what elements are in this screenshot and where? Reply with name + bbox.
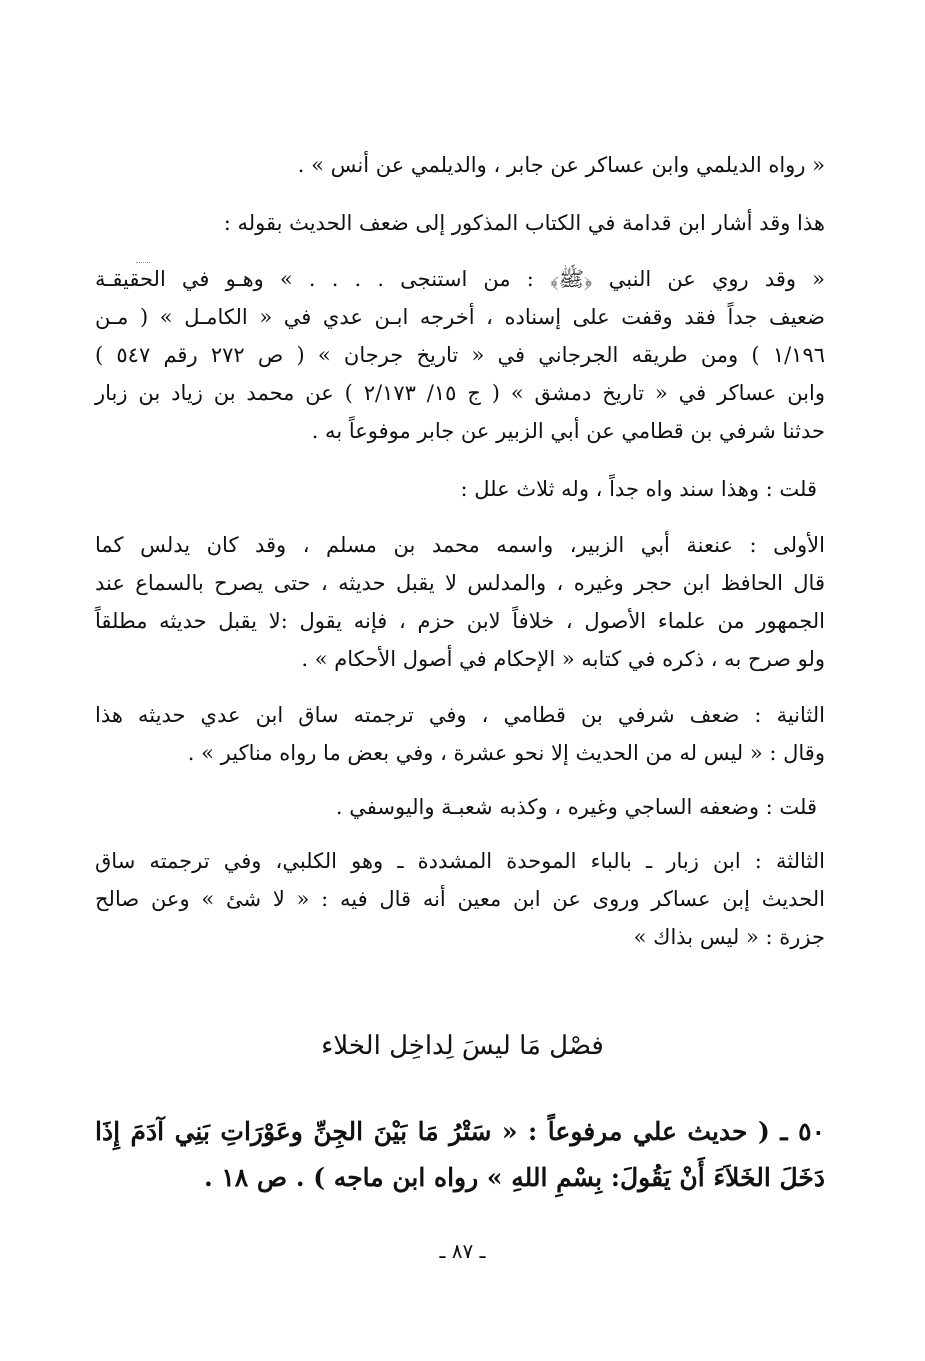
page-number: ـ ٨٧ ـ (439, 1239, 486, 1263)
text-line: قال الحافظ ابن حجر وغيره ، والمدلس لا يقبل حديثه ، حتى يصرح بالسماع عند (95, 571, 825, 595)
text-line: ضعيف جداً فقد وقفت على إسناده ، أخرجه ابـن عدي في « الكامـل » ( مـن (95, 305, 825, 329)
text-line: الثانية : ضعف شرفي بن قطامي ، وفي ترجمته ساق ابن عدي حديثه هذا (95, 703, 825, 727)
text-line: ١/١٩٦ ) ومن طريقه الجرجاني في « تاريخ جرجان » ( ص ٢٧٢ رقم ٥٤٧ ) (95, 343, 826, 367)
text-line: وقال : « ليس له من الحديث إلا نحو عشرة ، وفي بعض ما رواه مناكير » . (187, 741, 825, 765)
text-line: ولو صرح به ، ذكره في كتابه « الإحكام في أصول الأحكام » . (301, 647, 825, 671)
text-line: « رواه الديلمي وابن عساكر عن جابر ، والديلمي عن أنس » . (297, 153, 825, 177)
hadith-line: دَخَلَ الخَلاَءَ أَنْ يَقُولَ: بِسْمِ اللهِ » رواه ابن ماجه ) . ص ١٨ . (203, 1163, 825, 1192)
text-line: حدثنا شرفي بن قطامي عن أبي الزبير عن جابر موفوعاً به . (311, 419, 825, 443)
text-line: الثالثة : ابن زبار ـ بالباء الموحدة المشددة ـ وهو الكلبي، وفي ترجمته ساق (95, 849, 825, 873)
text-line: هذا وقد أشار ابن قدامة في الكتاب المذكور إلى ضعف الحديث بقوله : (223, 211, 825, 235)
text-line: قلت : وضعفه الساجي وغيره ، وكذبه شعبـة واليوسفي . (335, 795, 817, 819)
hadith-line: ٥٠ ـ ( حديث علي مرفوعاً : « سَتْرُ مَا بَيْنَ الجِنِّ وعَوْرَاتِ بَنِي آدَمَ إِذَا (95, 1117, 825, 1146)
text-line: الجمهور من علماء الأصول ، خلافاً لابن حزم ، فإنه يقول :لا يقبل حديثه مطلقاً (95, 609, 825, 633)
section-heading: فصْل مَا ليسَ لِداخِل الخلاء (321, 1031, 604, 1061)
text-line: وابن عساكر في « تاريخ دمشق » ( ج ١٥/ ٢/١٧٣ ) عن محمد بن زياد بن زبار (95, 381, 825, 405)
text-line: الحديث إبن عساكر وروى عن ابن معين أنه قال فيه : « لا شئ » وعن صالح (95, 887, 825, 911)
text-line: جزرة : « ليس بذاك » (633, 925, 825, 949)
text-line: الأولى : عنعنة أبي الزبير، واسمه محمد بن مسلم ، وقد كان يدلس كما (95, 533, 825, 557)
text-line: قلت : وهذا سند واه جداً ، وله ثلاث علل : (460, 477, 817, 501)
text-line: « وقد روي عن النبي ﴿ﷺ﴾ : من استنجى . . . . » وهـو في الحقيقـة (95, 267, 825, 291)
